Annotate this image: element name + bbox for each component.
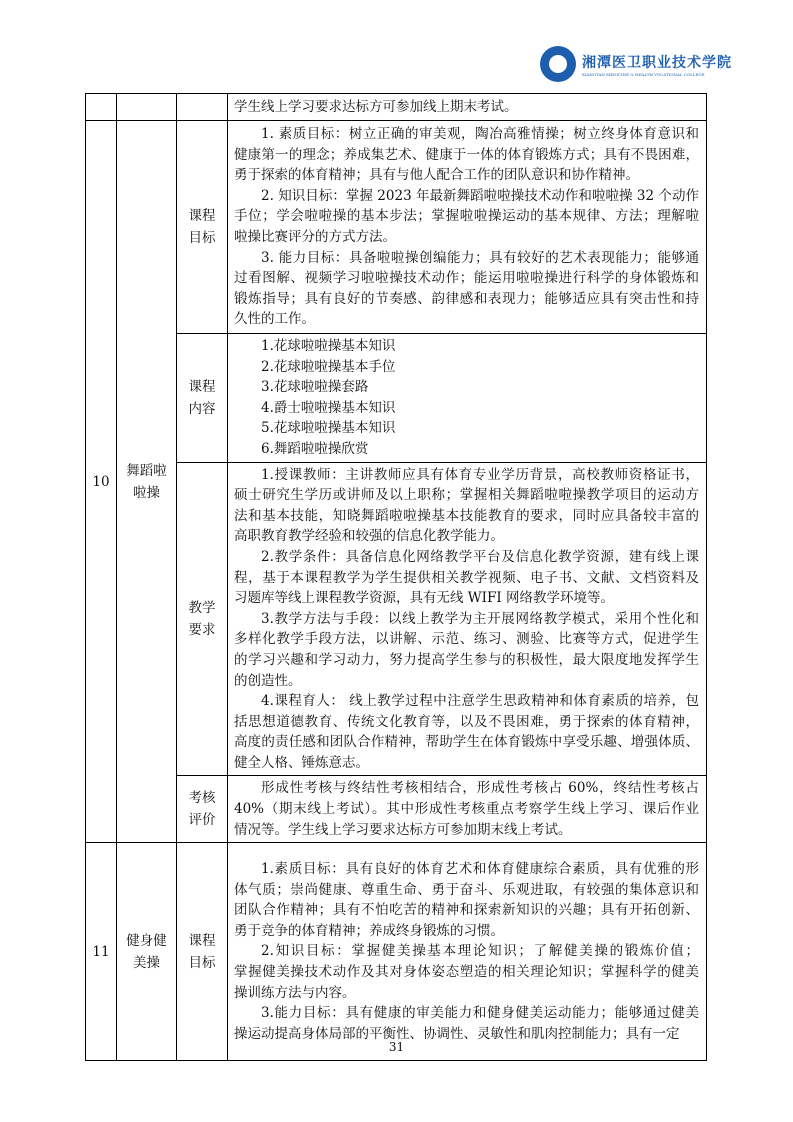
table-row-11-goal	[86, 843, 707, 1061]
label-cell	[177, 843, 228, 1061]
paragraph-line: 习题库等线上课程教学资源，具有无线 WIFI 网络教学环境等。	[234, 590, 614, 607]
paragraph-line: 3. 能力目标：具备啦啦操创编能力；具有较好的艺术表现能力；能够通	[261, 249, 699, 266]
row-number: 11	[86, 843, 117, 1061]
paragraph-line: 锻炼指导；具有良好的节奏感、韵律感和表现力；能够适应具有突击性和持	[234, 290, 699, 307]
logo-english-name: XIANGTAN MEDICINE & HEALTH VOCATIONAL COLLEGE	[582, 71, 705, 77]
paragraph-line: 手位；学会啦啦操的基本步法；掌握啦啦操运动的基本规律、方法；理解啦	[234, 208, 699, 225]
course-name	[117, 843, 177, 1061]
paragraph-line: 久性的工作。	[234, 311, 315, 328]
label-cell	[177, 334, 228, 463]
course-content-text	[228, 334, 707, 463]
paragraph-line: 操训练方法与内容。	[234, 984, 356, 1001]
table-row-continued	[86, 94, 707, 121]
college-logo	[540, 44, 732, 84]
paragraph-line: 3.花球啦啦操套路	[261, 379, 369, 396]
paragraph-line: 4.课程育人： 线上教学过程中注意学生思政精神和体育素质的培养，包	[261, 693, 699, 710]
paragraph-line: 3.能力目标：具有健康的审美能力和健身健美运动能力；能够通过健美	[261, 1005, 699, 1022]
paragraph-line: 4.爵士啦啦操基本知识	[261, 399, 396, 416]
paragraph-line: 1. 素质目标：树立正确的审美观，陶冶高雅情操；树立终身体育意识和	[261, 126, 699, 143]
paragraph-line: 高度的责任感和团队合作精神，帮助学生在体育锻炼中享受乐趣、增强体质、	[234, 734, 699, 751]
paragraph-line: 法和基本技能，知晓舞蹈啦啦操基本技能教育的要求，同时应具备较丰富的	[234, 507, 699, 524]
cell-empty	[86, 94, 117, 121]
cell-empty	[177, 94, 228, 121]
paragraph-line: 多样化教学手段方法，以讲解、示范、练习、测验、比赛等方式，促进学生	[234, 631, 699, 648]
label-assessment: 考核评价	[188, 790, 216, 829]
college-seal-icon	[540, 46, 576, 82]
paragraph-line: 2.知识目标：掌握健美操基本理论知识；了解健美操的锻炼价值；	[261, 943, 699, 960]
page-number: 31	[388, 1040, 405, 1054]
paragraph-line: 6.舞蹈啦啦操欣赏	[261, 440, 369, 457]
paragraph-line: 形成性考核与终结性考核相结合，形成性考核占 60%，终结性考核占	[261, 780, 699, 797]
table-row-10-content	[86, 334, 707, 463]
paragraph-line: 程，基于本课程教学为学生提供相关教学视频、电子书、文献、文档资料及	[234, 569, 699, 586]
course-table	[85, 93, 707, 1061]
table-row-10-requirements	[86, 462, 707, 776]
paragraph-line: 1.授课教师：主讲教师应具有体育专业学历背景，高校教师资格证书，	[261, 466, 699, 483]
course-goal-text	[228, 843, 707, 1061]
assessment-continued	[228, 94, 707, 121]
paragraph-line: 2.花球啦啦操基本手位	[261, 358, 396, 375]
paragraph-line: 的学习兴趣和学习动力，努力提高学生参与的积极性，最大限度地发挥学生	[234, 651, 699, 668]
paragraph-line: 勇于竞争的体育精神；养成终身锻炼的习惯。	[234, 922, 504, 939]
table-row-10-evaluation	[86, 776, 707, 843]
paragraph-line: 体气质；崇尚健康、尊重生命、勇于奋斗、乐观进取，有较强的集体意识和	[234, 881, 699, 898]
paragraph-line: 过看图解、视频学习啦啦操技术动作；能运用啦啦操进行科学的身体锻炼和	[234, 270, 699, 287]
teaching-requirements-text	[228, 462, 707, 776]
paragraph-line: 掌握健美操技术动作及其对身体姿态塑造的相关理论知识；掌握科学的健美	[234, 964, 699, 981]
paragraph-line: 学生线上学习要求达标方可参加线上期末考试。	[234, 98, 518, 115]
label-cell	[177, 462, 228, 776]
logo-chinese-name: 湘潭医卫职业技术学院	[582, 54, 732, 71]
paragraph-line: 健康第一的理念；养成集艺术、健康于一体的体育锻炼方式；具有不畏困难，	[234, 146, 699, 163]
paragraph-line: 1.素质目标：具有良好的体育艺术和体育健康综合素质，具有优雅的形	[261, 861, 699, 878]
course-name-text: 舞蹈啦啦操	[126, 462, 167, 501]
paragraph-line: 2. 知识目标：掌握 2023 年最新舞蹈啦啦操技术动作和啦啦操 32 个动作	[261, 187, 699, 204]
paragraph-line: 的创造性。	[234, 672, 302, 689]
paragraph-line: 3.教学方法与手段：以线上教学为主开展网络教学模式，采用个性化和	[261, 610, 699, 627]
paragraph-line: 1.花球啦啦操基本知识	[261, 338, 396, 354]
paragraph-line: 健全人格、锤炼意志。	[234, 754, 369, 771]
course-name	[117, 121, 177, 843]
paragraph-line: 硕士研究生学历或讲师及以上职称；掌握相关舞蹈啦啦操教学项目的运动方	[234, 487, 699, 504]
cell-empty	[117, 94, 177, 121]
paragraph-line: 高职教育教学经验和较强的信息化教学能力。	[234, 528, 504, 545]
paragraph-line: 5.花球啦啦操基本知识	[261, 420, 396, 437]
paragraph-line: 2.教学条件：具备信息化网络教学平台及信息化教学资源，建有线上课	[261, 548, 699, 565]
label-cell	[177, 776, 228, 843]
paragraph-line: 情况等。学生线上学习要求达标方可参加期末线上考试。	[234, 821, 572, 838]
label-course-content: 课程内容	[188, 378, 216, 417]
paragraph-line: 啦操比赛评分的方式方法。	[234, 229, 396, 245]
paragraph-line: 团队合作精神；具有不怕吃苦的精神和探索新知识的兴趣；具有开拓创新、	[234, 902, 699, 919]
course-goal-text	[228, 121, 707, 334]
paragraph-line: 40%（期末线上考试）。其中形成性考核重点考察学生线上学习、课后作业	[234, 801, 699, 818]
row-number: 10	[86, 121, 117, 843]
assessment-text	[228, 776, 707, 843]
label-cell	[177, 121, 228, 334]
label-course-goal: 课程目标	[188, 932, 216, 971]
paragraph-line: 操运动提高身体局部的平衡性、协调性、灵敏性和肌肉控制能力；具有一定	[234, 1025, 680, 1042]
table-row-10-goal	[86, 121, 707, 334]
course-name-text: 健身健美操	[126, 932, 167, 971]
label-course-goal: 课程目标	[188, 208, 216, 246]
paragraph-line: 勇于探索的体育精神；具有与他人配合工作的团队意识和协作精神。	[234, 167, 639, 184]
paragraph-line: 括思想道德教育、传统文化教育等，以及不畏困难，勇于探索的体育精神，	[234, 713, 699, 730]
label-teaching-requirements: 教学要求	[188, 600, 216, 639]
